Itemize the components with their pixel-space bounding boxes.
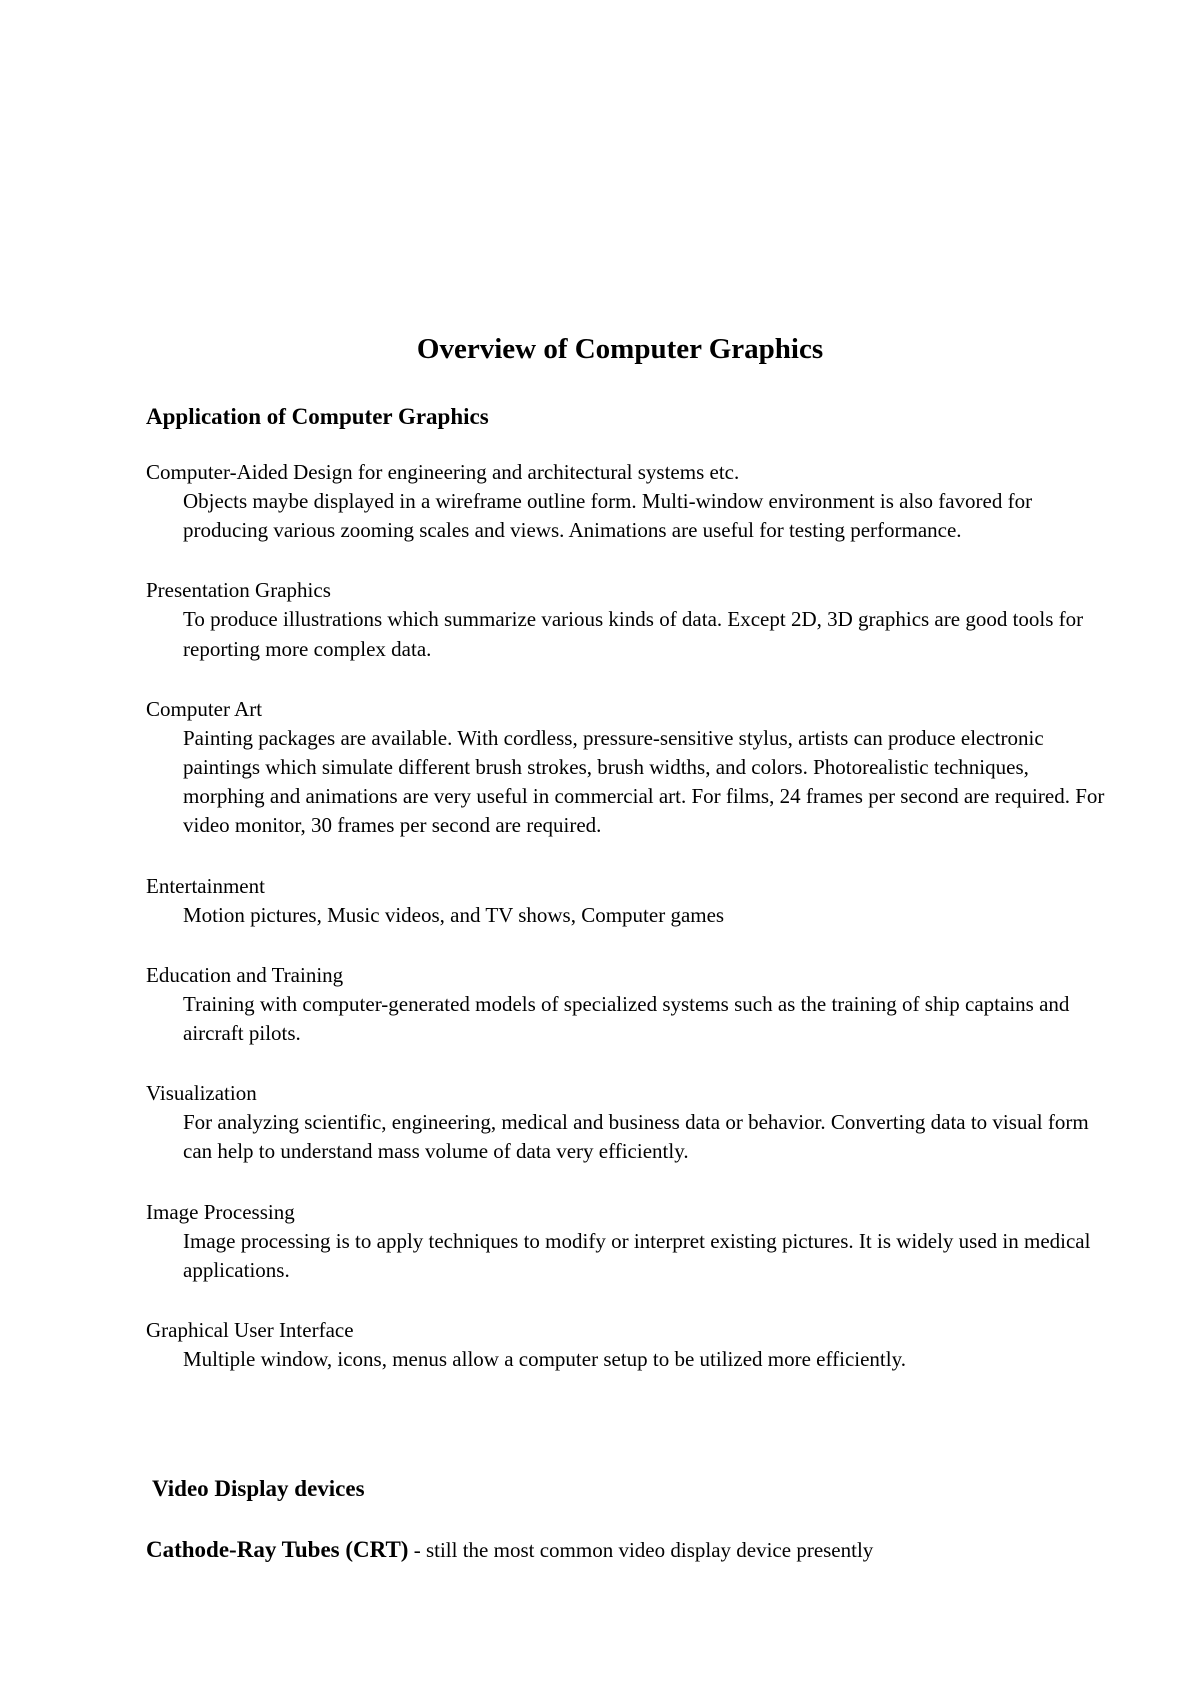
application-title: Computer-Aided Design for engineering and architectural systems etc. [146, 460, 740, 484]
application-description: Painting packages are available. With cordless, pressure-sensitive stylus, artists can produce electronic paintings which simulate different brush strokes, brush widths, and colors. Photorealistic techniques, morphing and animations are very useful in commercial art. For films, 24 frames per second are required. For video monitor, 30 frames per second are required. [183, 725, 1105, 838]
section-heading-applications: Application of Computer Graphics [146, 404, 489, 429]
application-description: For analyzing scientific, engineering, medical and business data or behavior. Converting data to visual form can help to understand mass volume of data very efficiently. [183, 1110, 1089, 1164]
applications-list [146, 458, 1106, 1405]
application-entry [146, 1316, 1106, 1374]
application-description: Image processing is to apply techniques to modify or interpret existing pictures. It is widely used in medical applications. [183, 1228, 1091, 1282]
application-title: Education and Training [146, 962, 344, 987]
application-entry [146, 961, 1106, 1048]
application-description: Objects maybe displayed in a wireframe outline form. Multi-window environment is also favored for producing various zooming scales and views. Animations are useful for testing performance. [183, 489, 1033, 543]
application-description: To produce illustrations which summarize various kinds of data. Except 2D, 3D graphics are good tools for reporting more complex data. [183, 607, 1084, 661]
application-entry [146, 1079, 1106, 1166]
application-description: Motion pictures, Music videos, and TV shows, Computer games [183, 902, 725, 927]
page-title: Overview of Computer Graphics [416, 333, 824, 365]
application-entry [146, 872, 1106, 930]
application-entry [146, 576, 1106, 663]
crt-term: Cathode-Ray Tubes (CRT) [146, 1537, 409, 1562]
crt-definition [146, 1535, 873, 1565]
application-title: Presentation Graphics [146, 578, 331, 603]
application-description: Multiple window, icons, menus allow a computer setup to be utilized more efficiently. [183, 1347, 906, 1372]
application-description: Training with computer-generated models of specialized systems such as the training of ship captains and aircraft pilots. [183, 991, 1070, 1046]
application-entry [146, 695, 1106, 841]
section-heading-video-display: Video Display devices [152, 1476, 365, 1501]
application-title: Graphical User Interface [146, 1318, 354, 1343]
application-title: Visualization [146, 1081, 257, 1106]
application-title: Computer Art [146, 696, 263, 721]
application-entry [146, 458, 1106, 545]
application-title: Entertainment [146, 873, 265, 898]
application-title: Image Processing [146, 1199, 295, 1224]
application-entry [146, 1198, 1106, 1285]
crt-description: - still the most common video display device presently [408, 1538, 874, 1562]
